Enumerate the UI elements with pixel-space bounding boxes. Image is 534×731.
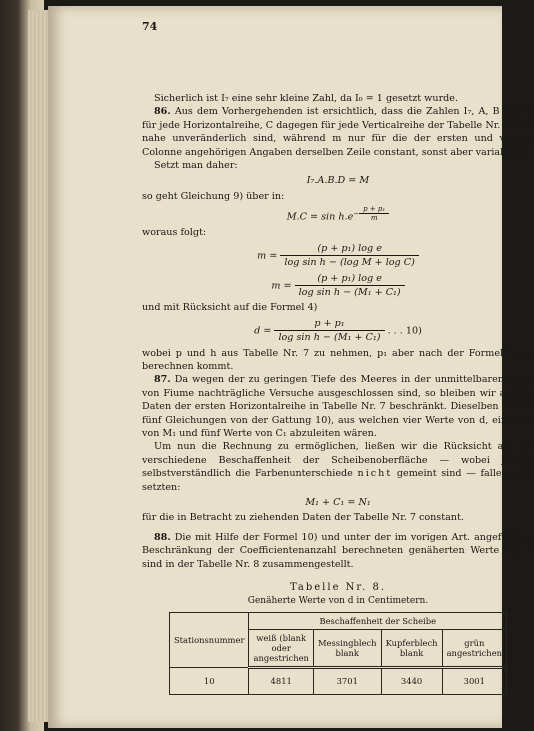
fraction-numerator: p + p₁ — [274, 317, 384, 331]
column-header: grün angestrichen — [442, 629, 506, 667]
equation-10 — [142, 317, 534, 345]
paragraph-86 — [142, 105, 534, 159]
text-block — [142, 92, 534, 695]
paragraph: so geht Gleichung 9) über in: — [142, 190, 285, 202]
paragraph: woraus folgt: — [142, 227, 207, 239]
equation-lhs: m = — [257, 250, 278, 262]
exponent-numerator: p + p₁ — [359, 205, 389, 214]
column-header: Kupferblech blank — [381, 629, 442, 667]
book-page — [48, 6, 534, 728]
equation-m-log — [142, 242, 534, 270]
spaced-word: nicht — [357, 468, 393, 480]
paragraph-text: Um nun die Rechnung zu ermöglichen, ließen wir die Rücksicht auf die verschiedene Beschaffenheit der Scheibenoberfläche — wobei jedoch selbstverständlich die Farbenunterschiede — [142, 441, 534, 480]
table-row — [169, 667, 506, 694]
paragraph: Sicherlich ist I₇ eine sehr kleine Zahl, da I₀ = 1 gesetzt wurde. — [154, 93, 459, 104]
table-title: Tabelle Nr. 8. — [290, 582, 386, 594]
paragraph: für die in Betracht zu ziehenden Daten der Tabelle Nr. 7 constant. — [142, 512, 464, 524]
table-8 — [142, 581, 534, 695]
value-cell: 3440 — [381, 667, 442, 694]
paragraph-text: Aus dem Vorhergehenden ist ersichtlich, dass die Zahlen I₇, A, B und D für jede Horizontalreihe, C dagegen für jede Verticalreihe der Tabelle Nr. 7 sehr nahe unveränderlich sind, während m nur für die der ersten und vierten Colonne angehörigen Angaben derselben Zeile constant, sonst aber variabel ist. — [142, 106, 534, 158]
fraction-denominator: log sin h − (log M + log C) — [284, 257, 415, 269]
section-number: 87. — [154, 374, 171, 386]
paragraph: und mit Rücksicht auf die Formel 4) — [142, 302, 318, 314]
fraction-denominator: log sin h − (M₁ + C₁) — [298, 286, 401, 298]
paragraph-88 — [142, 531, 534, 571]
paragraph-assumption — [142, 440, 534, 494]
data-table — [169, 612, 507, 695]
section-number: 86. — [154, 106, 171, 118]
exponent-minus: − — [353, 209, 360, 218]
equation-m-log-2 — [142, 272, 534, 300]
exponent-denominator: m — [370, 214, 378, 223]
fraction-denominator: log sin h − (M₁ + C₁) — [278, 332, 381, 344]
fraction-numerator: (p + p₁) log e — [295, 272, 405, 286]
equation-lhs: M.C = sin h.e — [286, 211, 354, 223]
group-header: Beschaffenheit der Scheibe — [249, 612, 507, 629]
equation-lhs: d = — [254, 325, 272, 337]
equation-9-transformed — [142, 205, 534, 224]
equation-n-definition: M₁ + C₁ = N₁ — [305, 497, 371, 509]
column-header: Messingblech blank — [313, 629, 381, 667]
table-subtitle: Genäherte Werte von d in Centimetern. — [247, 595, 429, 606]
paragraph-87 — [142, 373, 534, 440]
value-cell: 3001 — [442, 667, 506, 694]
row-header: Stationsnummer — [169, 612, 249, 667]
paragraph-text: gemeint sind — fallen, und setzten: — [142, 468, 534, 493]
equation-m-definition: I₇.A.B.D = M — [306, 175, 370, 187]
section-number: 88. — [154, 531, 171, 543]
equation-lhs: m = — [271, 279, 292, 291]
paragraph-text: Die mit Hilfe der Formel 10) und unter der im vorigen Art. angeführten Beschränkung der Coefficientenanzahl berechneten genäherten Werte von d sind in der Tabelle Nr. 8 zusammengestellt. — [142, 531, 534, 570]
paragraph-text: Da wegen der zu geringen Tiefe des Meeres in der unmittelbaren Nähe von Fiume nachträgliche Versuche ausgeschlossen sind, so bleiben wir auf die Daten der ersten Horizontalreihe in Tabelle Nr. 7 beschränkt. Dieselben liefern fünf Gleichungen von der Gattung 10), aus welchen vier Werte von d, ein Wert von M₁ und fünf Werte von C₁ abzuleiten wären. — [142, 374, 534, 440]
fraction-numerator: (p + p₁) log e — [280, 242, 418, 256]
column-header: weiß (blank oder angestrichen — [249, 629, 313, 667]
station-cell: 10 — [169, 667, 249, 694]
page-number: 74 — [142, 20, 158, 33]
equation-tag: . . . 10) — [387, 325, 422, 337]
value-cell: 4811 — [249, 667, 313, 694]
paragraph: wobei p und h aus Tabelle Nr. 7 zu nehmen, p₁ aber nach der Formel 5) zu berechnen kommt. — [142, 347, 534, 372]
value-cell: 3701 — [313, 667, 381, 694]
paragraph: Setzt man daher: — [154, 160, 238, 172]
